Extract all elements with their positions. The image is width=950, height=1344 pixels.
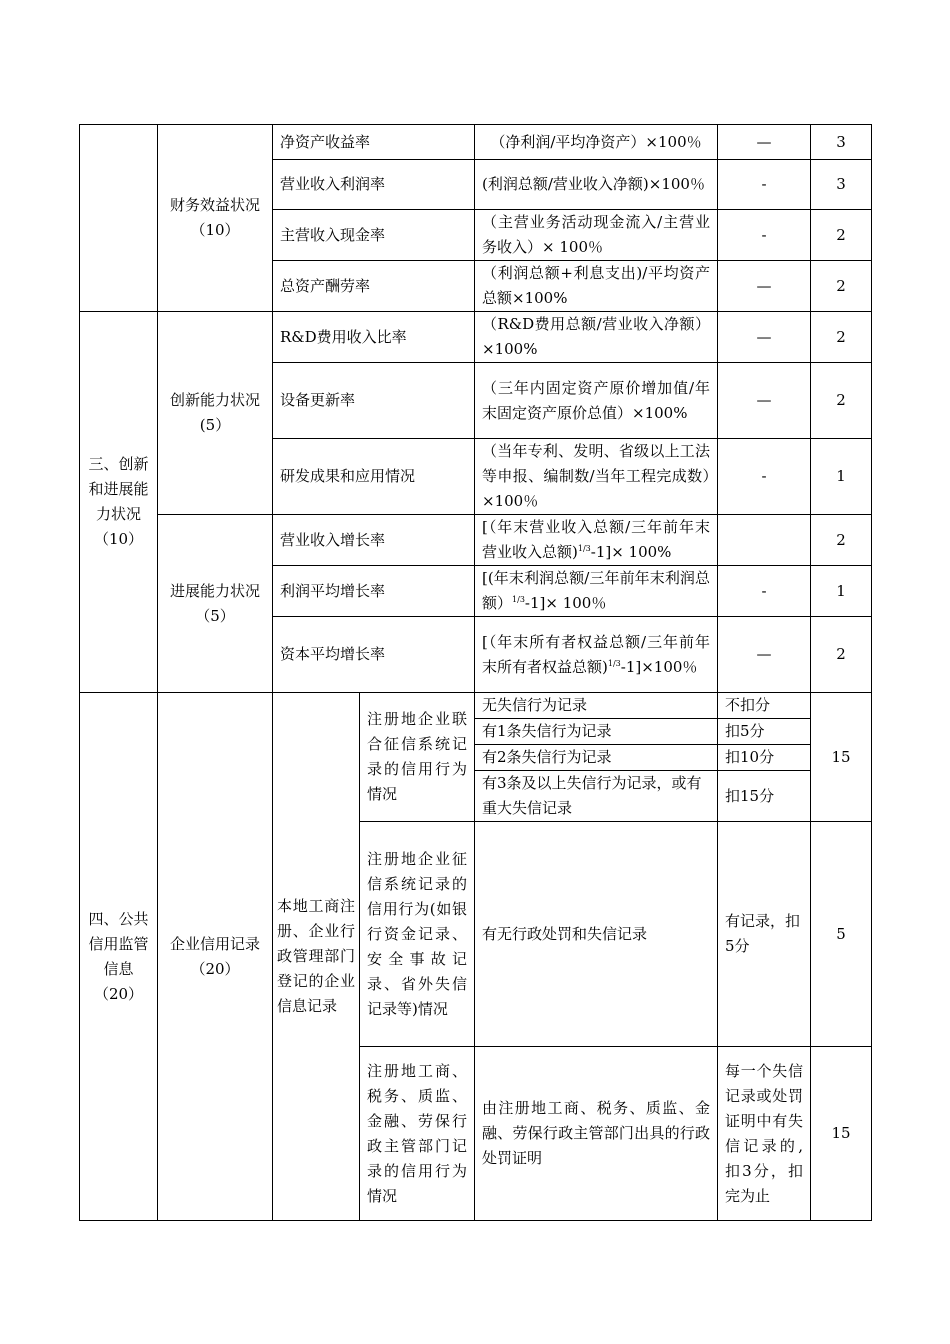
- formula-exponent: 1/3: [607, 658, 621, 668]
- indicator-name: 营业收入增长率: [273, 515, 475, 566]
- subcategory-cell: [158, 693, 273, 1221]
- description-cell: 无失信行为记录: [475, 693, 718, 719]
- category-label: 四、公共信用监管信息: [88, 909, 149, 978]
- deduction-cell: 扣10分: [718, 745, 811, 771]
- score-cell: 5: [811, 822, 872, 1047]
- indicator-formula: [475, 515, 718, 566]
- description-cell: 有1条失信行为记录: [475, 719, 718, 745]
- indicator-name: 研发成果和应用情况: [273, 439, 475, 515]
- score-cell: 2: [811, 617, 872, 693]
- score-cell: 15: [811, 1047, 872, 1221]
- category-cell-empty: [80, 125, 158, 312]
- subcategory-label: 企业信用记录: [169, 934, 260, 953]
- deduction-cell: 有记录，扣5分: [718, 822, 811, 1047]
- score-cell: 2: [811, 363, 872, 439]
- score-cell: 3: [811, 160, 872, 210]
- category-score: （20）: [93, 984, 144, 1003]
- deduction-cell: 每一个失信记录或处罚证明中有失信记录的,扣3分，扣完为止: [718, 1047, 811, 1221]
- score-cell: 3: [811, 125, 872, 160]
- score-cell: 2: [811, 261, 872, 312]
- indicator-formula: （R&D费用总额/营业收入净额）×100%: [475, 312, 718, 363]
- description-cell: 有2条失信行为记录: [475, 745, 718, 771]
- subcategory-label: 财务效益状况: [169, 196, 260, 214]
- formula-exponent: 1/3: [512, 595, 525, 604]
- formula-text: -1]× 100％: [524, 594, 607, 612]
- item-cell: 注册地企业征信系统记录的信用行为(如银行资金记录、安全事故记录、省外失信记录等)情况: [360, 822, 475, 1047]
- formula-text: [（年末营业收入总额/三年前年末营业收入总额): [482, 518, 711, 561]
- category-cell: [80, 693, 158, 1221]
- deduction-cell: -: [718, 439, 811, 515]
- subcategory-score: （20）: [190, 959, 240, 978]
- subcategory-score: (5）: [199, 416, 231, 434]
- subcategory-cell: [158, 312, 273, 515]
- formula-text: -1]×100％: [620, 657, 698, 676]
- formula-text: [(年末利润总额/三年前年末利润总额）: [482, 569, 711, 612]
- deduction-cell: [718, 515, 811, 566]
- deduction-cell: 扣5分: [718, 719, 811, 745]
- indicator-formula: （主营业务活动现金流入/主营业务收入）× 100％: [475, 210, 718, 261]
- subcategory-label: 创新能力状况: [169, 391, 260, 409]
- subcategory-score: （5）: [195, 606, 235, 625]
- deduction-cell: —: [718, 125, 811, 160]
- indicator-name: 营业收入利润率: [273, 160, 475, 210]
- formula-text: [（年末所有者权益总额/三年前年末所有者权益总额): [482, 632, 711, 676]
- deduction-cell: —: [718, 261, 811, 312]
- description-cell: 有3条及以上失信行为记录，或有重大失信记录: [475, 771, 718, 822]
- category-cell: [80, 312, 158, 693]
- description-cell: 由注册地工商、税务、质监、金融、劳保行政主管部门出具的行政处罚证明: [475, 1047, 718, 1221]
- score-cell: 2: [811, 515, 872, 566]
- indicator-formula: （净利润/平均净资产）×100％: [475, 125, 718, 160]
- score-cell: 1: [811, 566, 872, 617]
- deduction-cell: —: [718, 617, 811, 693]
- deduction-cell: -: [718, 566, 811, 617]
- indicator-formula: (利润总额/营业收入净额)×100％: [475, 160, 718, 210]
- item-cell: 注册地企业联合征信系统记录的信用行为情况: [360, 693, 475, 822]
- table-row: [80, 693, 872, 719]
- deduction-cell: 不扣分: [718, 693, 811, 719]
- subcategory-cell: [158, 125, 273, 312]
- table-row: [80, 125, 872, 160]
- indicator-formula: （利润总额+利息支出)/平均资产总额×100%: [475, 261, 718, 312]
- item-cell: 注册地工商、税务、质监、金融、劳保行政主管部门记录的信用行为情况: [360, 1047, 475, 1221]
- indicator-name: 主营收入现金率: [273, 210, 475, 261]
- indicator-name: 净资产收益率: [273, 125, 475, 160]
- evaluation-table: [79, 124, 872, 1221]
- formula-exponent: 1/3: [577, 544, 591, 553]
- indicator-name: 利润平均增长率: [273, 566, 475, 617]
- deduction-cell: —: [718, 363, 811, 439]
- deduction-cell: 扣15分: [718, 771, 811, 822]
- score-cell: 1: [811, 439, 872, 515]
- table-row: [80, 312, 872, 363]
- category-label: 三、创新和进展能力状况: [88, 455, 149, 523]
- formula-text: -1]× 100%: [590, 543, 672, 561]
- score-cell: 2: [811, 210, 872, 261]
- indicator-formula: （三年内固定资产原价增加值/年末固定资产原价总值）×100%: [475, 363, 718, 439]
- deduction-cell: -: [718, 210, 811, 261]
- category-score: （10）: [93, 530, 144, 548]
- subcategory-cell: [158, 515, 273, 693]
- indicator-name: 总资产酬劳率: [273, 261, 475, 312]
- score-cell: 15: [811, 693, 872, 822]
- indicator-name: R&D费用收入比率: [273, 312, 475, 363]
- indicator-formula: [475, 617, 718, 693]
- table-row: [80, 515, 872, 566]
- indicator-formula: [475, 566, 718, 617]
- subcategory-label: 进展能力状况: [169, 581, 260, 600]
- indicator-name: 设备更新率: [273, 363, 475, 439]
- subcategory-score: （10）: [190, 221, 240, 239]
- deduction-cell: -: [718, 160, 811, 210]
- score-cell: 2: [811, 312, 872, 363]
- source-cell: 本地工商注册、企业行政管理部门登记的企业信息记录: [273, 693, 360, 1221]
- description-cell: 有无行政处罚和失信记录: [475, 822, 718, 1047]
- indicator-formula: （当年专利、发明、省级以上工法等申报、编制数/当年工程完成数）×100％: [475, 439, 718, 515]
- deduction-cell: —: [718, 312, 811, 363]
- indicator-name: 资本平均增长率: [273, 617, 475, 693]
